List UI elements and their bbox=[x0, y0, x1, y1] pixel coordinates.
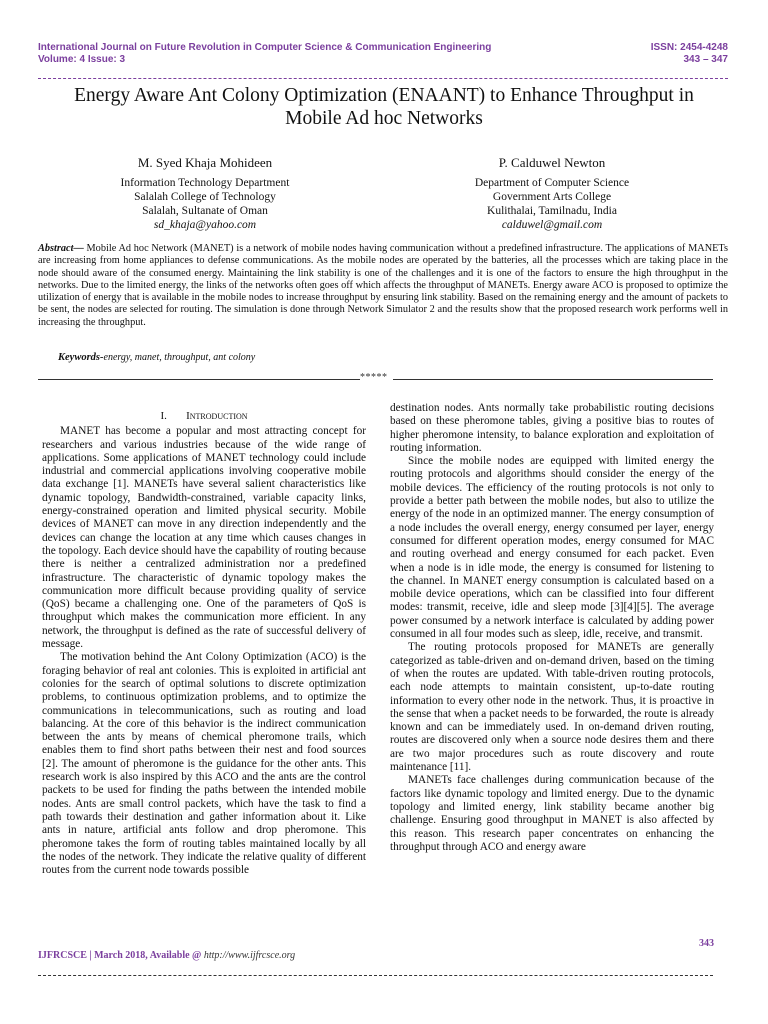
right-column bbox=[390, 402, 714, 854]
section-separator bbox=[38, 372, 713, 384]
author-dept: Department of Computer Science bbox=[474, 177, 630, 189]
author-location: Kulithalai, Tamilnadu, India bbox=[487, 205, 617, 217]
title-line-1: Energy Aware Ant Colony Optimization (ENAANT) to Enhance Throughput in bbox=[74, 85, 694, 106]
issn: ISSN: 2454-4248 bbox=[650, 42, 728, 53]
paragraph: The motivation behind the Ant Colony Optimization (ACO) is the foraging behavior of real ant colonies. This is exploited in artificial ant colonies for the search of optimal solutions to discrete optimization problems, to continuous optimization problems, and to optimize the communications in telecommunications, such as routing and load balancing. At the core of this behavior is the indirect communication between the ants by means of chemical pheromone trails, which enables them to find short paths between their nest and food sources [2]. The amount of pheromone is the guidance for the other ants. This research work is also inspired by this ACO and the ants are the control packets to be used for finding the paths between the intended mobile nodes. Ants are small control packets, which have the task to find a path towards their destination and gather information about it. Like ants in nature, artificial ants follow and drop pheromone. This pheromone takes the form of routing tables maintained locally by all the nodes of the network. They indicate the relative quality of different routes from the current node towards possible bbox=[42, 651, 366, 877]
paragraph: destination nodes. Ants normally take probabilistic routing decisions based on these pheromone tables, giving a positive bias to routes of higher pheromone intensity, to balance exploration and exploitation of routing information. bbox=[390, 402, 714, 454]
paragraph: The routing protocols proposed for MANETs are generally categorized as table-driven and on-demand driven, based on the timing of when the routes are updated. With table-driven routing protocols, each node attempts to maintain consistent, up-to-date routing information to every other node in the network. Thus, it is proactive in the sense that when a packet needs to be forwarded, the route is already known and can be immediately used. In on-demand driven routing, routes are discovered only when a source node desires them and there are two major procedures such as route discovery and route maintenance [11]. bbox=[390, 641, 714, 774]
paragraph: MANETs face challenges during communication because of the factors like dynamic topology and limited energy. Due to the dynamic topology and limited energy, link stability became another big challenge. Ensuring good throughput in MANET is also affected by this reason. This research paper concentrates on enhancing the throughput through ACO and energy aware bbox=[390, 774, 714, 853]
author-block-2 bbox=[402, 156, 702, 232]
author-block-1 bbox=[55, 156, 355, 232]
header-rule bbox=[38, 78, 728, 79]
keywords-text: energy, manet, throughput, ant colony bbox=[103, 352, 256, 363]
separator-stars: ***** bbox=[360, 372, 388, 383]
footer-url[interactable]: http://www.ijfrcsce.org bbox=[203, 950, 296, 961]
keywords bbox=[58, 352, 255, 363]
section-heading bbox=[42, 410, 366, 423]
author-institution: Government Arts College bbox=[492, 191, 612, 203]
paragraph: MANET has become a popular and most attracting concept for researchers and various industries because of the wide range of applications. Some applications of MANET technology could include industrial and commercial applications involving cooperative mobile data exchange [1]. MANETs have several salient characteristics like dynamic topology, Bandwidth-constrained, variable capacity links, energy-constrained operation and limited physical security. Mobile devices of MANET can move in any direction independently and the devices can change the location at any time which causes changes in the topology. Each device should have the capability of routing because there is neither a centralized administration nor a predefined infrastructure. The characteristic of dynamic topology makes the communication more difficult because providing quality of service (QoS) became a challenging one. One of the parameters of QoS is throughput which makes the communication more efficient. In any network, the throughput is defined as the rate of successful delivery of message. bbox=[42, 425, 366, 651]
left-column bbox=[42, 410, 366, 877]
journal-name: International Journal on Future Revolution in Computer Science & Communication Engineering bbox=[38, 42, 492, 53]
paper-title bbox=[40, 84, 728, 130]
author-institution: Salalah College of Technology bbox=[134, 191, 276, 203]
keywords-label: Keywords- bbox=[58, 352, 104, 363]
author-location: Salalah, Sultanate of Oman bbox=[142, 205, 268, 217]
page-range: 343 – 347 bbox=[683, 54, 728, 65]
page-number: 343 bbox=[699, 938, 714, 949]
author-name: P. Calduwel Newton bbox=[498, 155, 606, 170]
footer-rule bbox=[38, 975, 713, 976]
running-header bbox=[38, 42, 728, 74]
abstract bbox=[38, 243, 728, 329]
separator-line-right bbox=[393, 379, 713, 380]
author-email: calduwel@gmail.com bbox=[501, 219, 603, 231]
abstract-label: Abstract— bbox=[38, 243, 84, 254]
section-title: Introduction bbox=[186, 410, 248, 422]
footer-journal-date: IJFRCSCE | March 2018, Available @ bbox=[38, 950, 202, 961]
section-number: I. bbox=[160, 410, 167, 422]
author-dept: Information Technology Department bbox=[120, 177, 290, 189]
title-line-2: Mobile Ad hoc Networks bbox=[285, 108, 483, 129]
separator-line-left bbox=[38, 379, 360, 380]
paragraph: Since the mobile nodes are equipped with limited energy the routing protocols and algorithms should consider the energy of the mobile devices. The efficiency of the routing protocols is not only to provide a better path between the mobile nodes, but also to utilize the energy of the node in an optimized manner. The energy consumption of a node includes the overall energy, energy consumed per layer, energy consumed for different operation modes, energy consumed for MAC and routing overhead and energy consumed for each packet. Even when a node is in idle mode, the energy is consumed for listening to the channel. In MANET energy consumption is calculated based on a mobile device operations, which can be classified into four different modes: transmit, receive, idle and sleep mode [3][4][5]. The average power consumed by a network interface is calculated by adding power consumed in all four modes such as sleep, idle, receive, and transmit. bbox=[390, 455, 714, 641]
author-email: sd_khaja@yahoo.com bbox=[153, 219, 257, 231]
footer bbox=[38, 950, 295, 961]
author-name: M. Syed Khaja Mohideen bbox=[137, 155, 273, 170]
volume-issue: Volume: 4 Issue: 3 bbox=[38, 54, 126, 65]
abstract-text: Mobile Ad hoc Network (MANET) is a network of mobile nodes having communication without a predefined infrastructure. The applications of MANETs are increasing from home appliances to defense communications. As the mobile nodes are operated by the batteries, all the processes which are taking place in the node should aware of the consumed energy. Maintaining the link stability is one of the challenges and it is one of the factors to ensure the high throughput in the networks. Due to the limited energy, the links of the networks often goes off which affects the throughput of MANETs. Energy aware ACO is proposed to optimize the utilization of energy that is available in the mobile nodes to increase throughput by ensuring link stability. Based on the remaining energy and the amount of packets to be sent, the nodes are selected for routing. The simulation is done through Network Simulator 2 and the results show that the proposed research work performs well in increasing the throughput. bbox=[38, 243, 728, 328]
